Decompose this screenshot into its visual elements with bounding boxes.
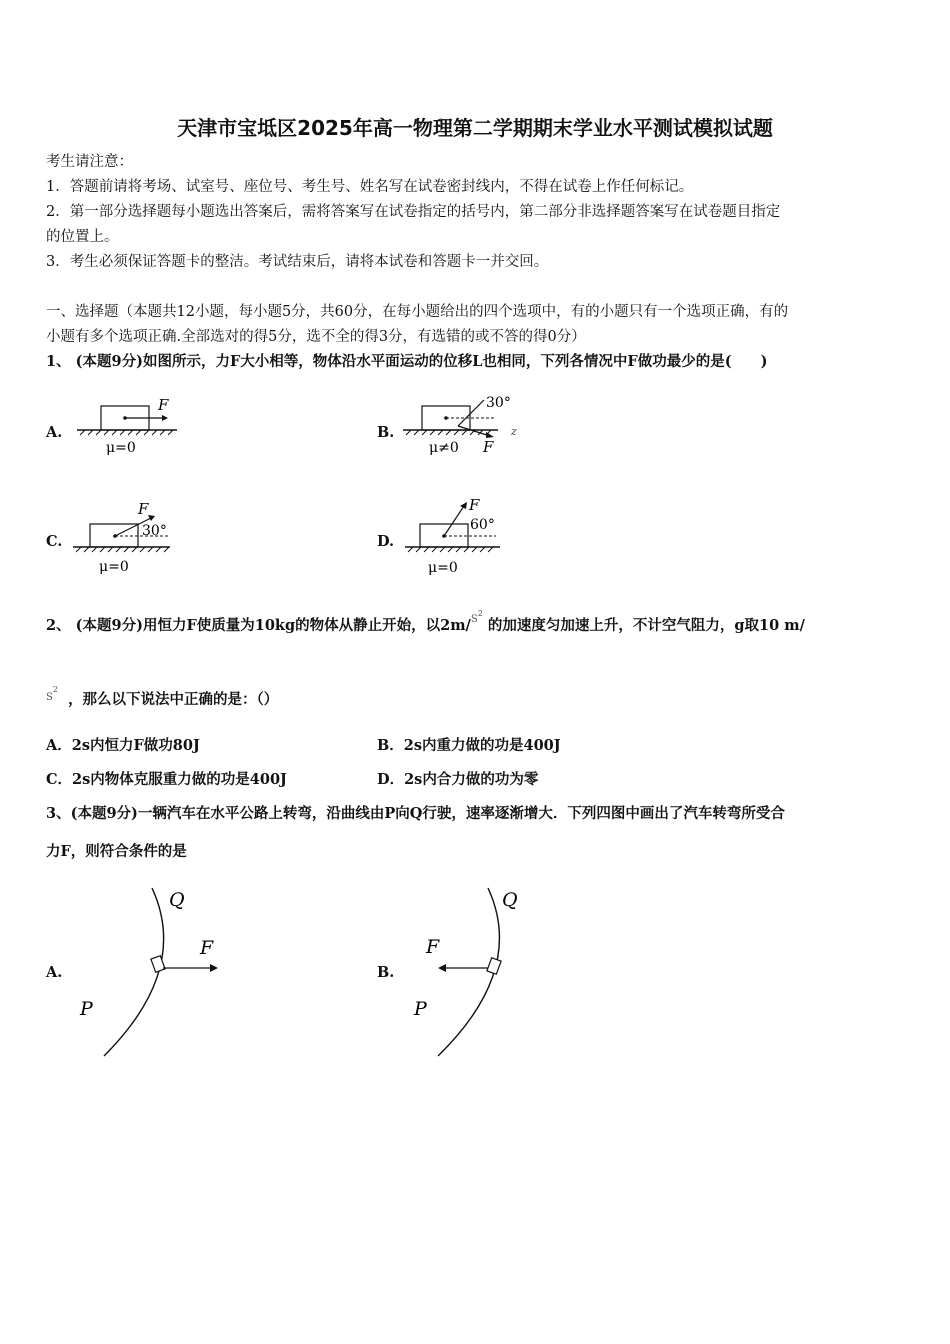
q1-c-force-label: F — [138, 500, 149, 518]
q1-diagram-d — [400, 494, 520, 578]
q1-b-force-label: F — [483, 438, 494, 456]
q1-b-extra-label: z — [511, 425, 517, 438]
q3-option-b-label: B. — [377, 964, 395, 981]
q2-text-line2: $^{S2}$ ，那么以下说法中正确的是：（） — [46, 685, 279, 708]
q3-a-p-label: P — [80, 998, 93, 1020]
q1-b-mu-label: μ≠0 — [429, 440, 459, 456]
q2-sup-s2: S — [46, 692, 53, 703]
notice-item-3: 3．考生必须保证答题卡的整洁。考试结束后，请将本试卷和答题卡一并交回。 — [46, 254, 549, 270]
q1-option-b-label: B. — [377, 424, 395, 441]
q2-option-a: A．2s内恒力F做功80J — [46, 737, 200, 754]
notice-item-2-cont: 的位置上。 — [46, 229, 119, 245]
q2-sup-exp1: 2 — [477, 609, 483, 618]
q2-text-line1: 2、 (本题9分)用恒力F使质量为10kg的物体从静止开始，以2m/$^{S2}$ 的加速度匀加速上升，不计空气阻力，g取10 m/ — [46, 609, 805, 634]
q3-b-p-label: P — [414, 998, 427, 1020]
q1-option-d-label: D. — [377, 533, 395, 550]
q3-diagram-a — [70, 880, 240, 1065]
notice-item-1: 1．答题前请将考场、试室号、座位号、考生号、姓名写在试卷密封线内，不得在试卷上作任何标记。 — [46, 179, 694, 195]
q1-text: 1、 (本题9分)如图所示，力F大小相等，物体沿水平面运动的位移L也相同，下列各情况中F做功最少的是( ) — [46, 353, 768, 370]
section1-instructions-2: 小题有多个选项正确.全部选对的得5分，选不全的得3分，有选错的或不答的得0分） — [46, 329, 586, 345]
q3-text-line1: 3、(本题9分)一辆汽车在水平公路上转弯，沿曲线由P向Q行驶，速率逐渐增大．下列四图中画出了汽车转弯所受合 — [46, 805, 785, 822]
q3-a-q-label: Q — [169, 889, 185, 911]
notice-heading: 考生请注意： — [46, 154, 133, 170]
q2-sup-exp2: 2 — [52, 685, 58, 694]
q2-option-c: C．2s内物体克服重力做的功是400J — [46, 771, 287, 788]
q2-option-b: B．2s内重力做的功是400J — [377, 737, 561, 754]
q3-diagram-b — [400, 880, 570, 1065]
q3-b-f-label: F — [426, 936, 440, 958]
page-title: 天津市宝坻区2025年高一物理第二学期期末学业水平测试模拟试题 — [177, 116, 773, 140]
q3-text-line2: 力F，则符合条件的是 — [46, 843, 187, 860]
q1-option-c-label: C. — [46, 533, 63, 550]
q1-diagram-b — [398, 390, 538, 462]
notice-item-2: 2．第一部分选择题每小题选出答案后，需将答案写在试卷指定的括号内，第二部分非选择题答案写在试卷题目指定 — [46, 204, 781, 220]
q3-option-a-label: A. — [46, 964, 63, 981]
q1-diagram-a — [72, 392, 192, 462]
q1-c-mu-label: μ=0 — [99, 559, 129, 575]
q2-option-d: D．2s内合力做的功为零 — [377, 771, 539, 788]
q1-option-a-label: A. — [46, 424, 63, 441]
section1-instructions-1: 一、选择题（本题共12小题，每小题5分，共60分，在每小题给出的四个选项中，有的小题只有一个选项正确，有的 — [46, 304, 789, 320]
q3-b-q-label: Q — [502, 889, 518, 911]
q2-sup-s1: S — [470, 614, 478, 625]
q1-d-mu-label: μ=0 — [428, 560, 458, 576]
q1-a-mu-label: μ=0 — [106, 440, 136, 456]
q3-a-f-label: F — [200, 937, 214, 959]
q1-a-force-label: F — [158, 396, 169, 414]
q1-b-angle-label: 30° — [486, 395, 511, 411]
q1-diagram-c — [68, 498, 188, 578]
q1-d-angle-label: 60° — [470, 517, 495, 533]
q1-c-angle-label: 30° — [142, 523, 167, 539]
q1-d-force-label: F — [469, 496, 480, 514]
